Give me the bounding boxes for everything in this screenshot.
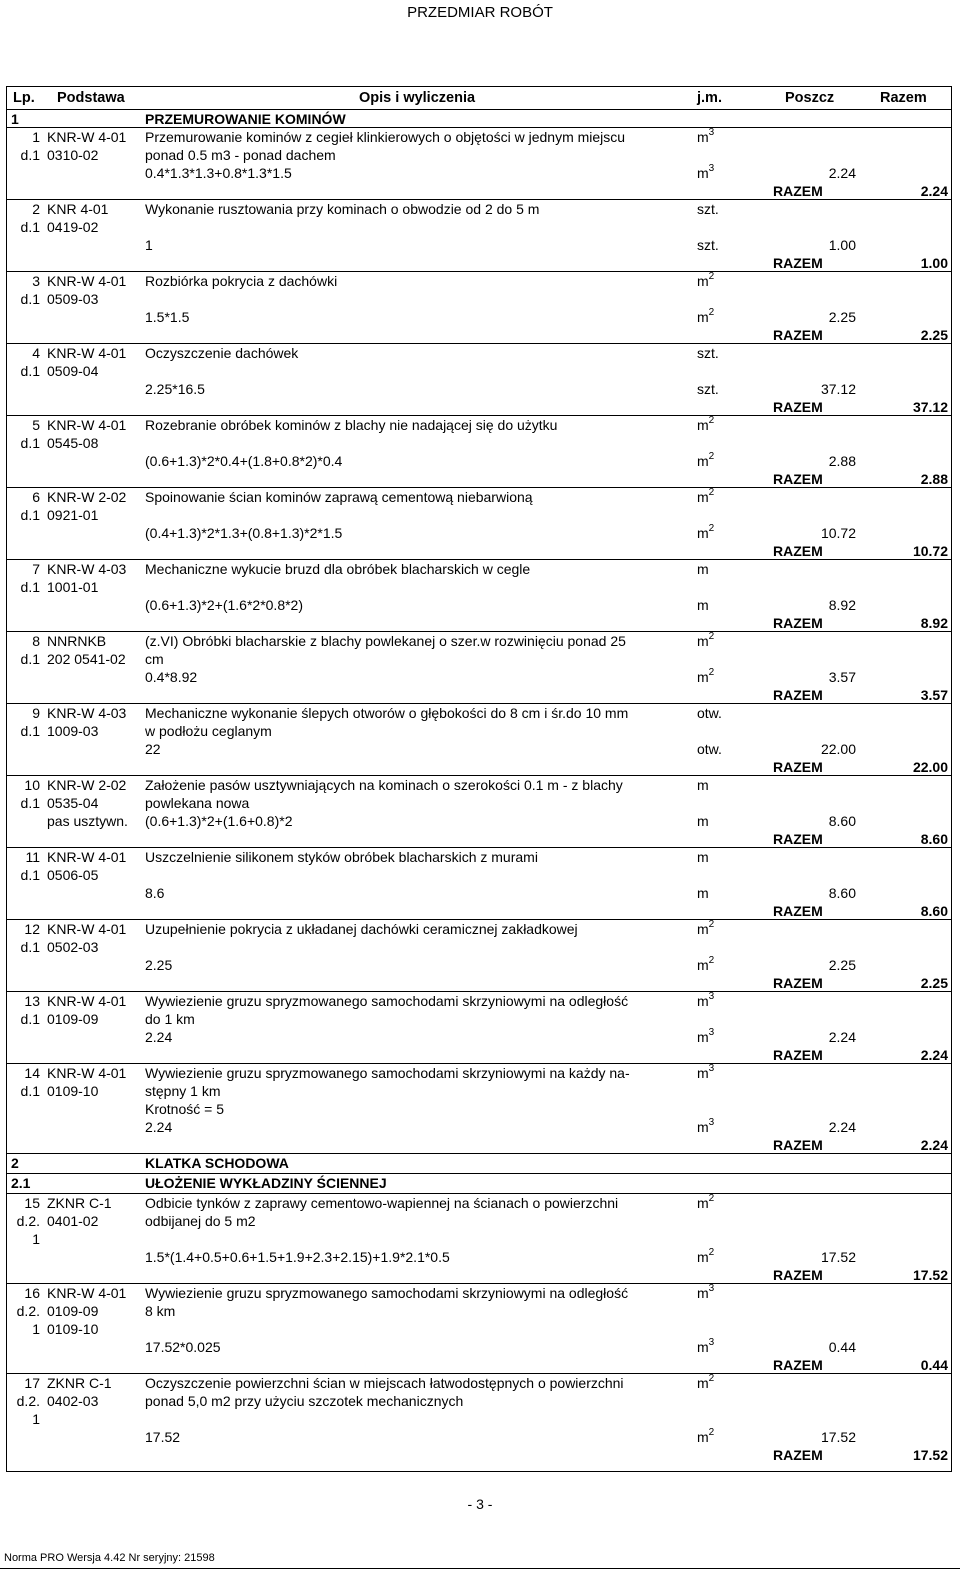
item-number: d.2.: [16, 1393, 40, 1409]
item-calculation: 22: [145, 741, 161, 757]
item-basis: KNR-W 4-01: [47, 273, 127, 289]
razem-label: RAZEM: [773, 255, 823, 271]
item-basis: KNR-W 4-01: [47, 345, 127, 361]
item-total: 8.60: [920, 903, 948, 919]
item-description: powlekana nowa: [145, 795, 250, 811]
item-unit: szt.: [697, 201, 719, 217]
item-description: do 1 km: [145, 1011, 195, 1027]
table-row: [7, 200, 951, 272]
item-quantity: 8.60: [828, 813, 856, 829]
item-description: stępny 1 km: [145, 1083, 221, 1099]
calc-unit: $m^3$: [697, 163, 715, 181]
item-basis: KNR-W 4-01: [47, 993, 127, 1009]
item-basis: KNR-W 4-03: [47, 561, 127, 577]
item-basis: 0535-04: [47, 795, 99, 811]
item-description: Oczyszczenie dachówek: [145, 345, 299, 361]
item-description: Wywiezienie gruzu spryzmowanego samochodami skrzyniowymi na odległość: [145, 1285, 629, 1301]
item-description: Wywiezienie gruzu spryzmowanego samochodami skrzyniowymi na każdy na-: [145, 1065, 630, 1081]
calc-unit: $m^2$: [697, 955, 715, 973]
item-basis: KNR-W 4-01: [47, 1065, 127, 1081]
item-total: 17.52: [912, 1447, 948, 1463]
razem-label: RAZEM: [773, 543, 823, 559]
item-description: Wykonanie rusztowania przy kominach o obwodzie od 2 do 5 m: [145, 201, 540, 217]
item-unit: m: [697, 777, 709, 793]
item-description: Spoinowanie ścian kominów zaprawą cementową niebarwioną: [145, 489, 533, 505]
razem-label: RAZEM: [773, 1447, 823, 1463]
item-basis: 0502-03: [47, 939, 99, 955]
item-number: 16: [24, 1285, 40, 1301]
calc-unit: szt.: [697, 237, 719, 253]
razem-label: RAZEM: [773, 1357, 823, 1373]
razem-label: RAZEM: [773, 615, 823, 631]
item-total: 2.25: [920, 975, 948, 991]
item-calculation: 17.52*0.025: [145, 1339, 221, 1355]
table-row: [7, 1374, 951, 1464]
item-calculation: 2.25*16.5: [145, 381, 205, 397]
item-quantity: 17.52: [820, 1429, 856, 1445]
item-quantity: 22.00: [820, 741, 856, 757]
item-calculation: 2.24: [145, 1029, 173, 1045]
item-calculation: 17.52: [145, 1429, 181, 1445]
item-basis: 1009-03: [47, 723, 99, 739]
item-quantity: 1.00: [828, 237, 856, 253]
item-total: 1.00: [920, 255, 948, 271]
table-row: [7, 344, 951, 416]
item-basis: 1001-01: [47, 579, 99, 595]
item-description: Mechaniczne wykucie bruzd dla obróbek blacharskich w cegle: [145, 561, 531, 577]
item-number: d.1: [20, 291, 40, 307]
page-title: PRZEDMIAR ROBÓT: [407, 4, 553, 21]
item-quantity: 2.25: [828, 309, 856, 325]
item-number: 17: [24, 1375, 40, 1391]
calc-unit: $m^3$: [697, 1027, 715, 1045]
item-calculation: 1.5*(1.4+0.5+0.6+1.5+1.9+2.3+2.15)+1.9*2.1*0.5: [145, 1249, 450, 1265]
item-number: 6: [32, 489, 40, 505]
calc-unit: otw.: [697, 741, 722, 757]
section-number: 2: [11, 1155, 19, 1171]
item-calculation: (0.4+1.3)*2*1.3+(0.8+1.3)*2*1.5: [145, 525, 343, 541]
col-lp-header: Lp.: [13, 90, 35, 106]
item-basis: KNR-W 4-01: [47, 921, 127, 937]
item-description: Uzupełnienie pokrycia z układanej dachówki ceramicznej zakładkowej: [145, 921, 578, 937]
item-basis: 0109-09: [47, 1303, 99, 1319]
item-total: 2.25: [920, 327, 948, 343]
item-number: 11: [25, 849, 40, 865]
calc-unit: $m^2$: [697, 1247, 715, 1265]
item-number: d.1: [20, 1083, 40, 1099]
item-total: 8.92: [920, 615, 948, 631]
item-calculation: 2.24: [145, 1119, 173, 1135]
item-basis: KNR-W 4-01: [47, 417, 127, 433]
item-unit: $m^2$: [697, 415, 715, 433]
calc-unit: m: [697, 885, 709, 901]
table-row: [7, 560, 951, 632]
section-row: [7, 110, 951, 128]
item-unit: $m^2$: [697, 1373, 715, 1391]
calc-unit: $m^2$: [697, 307, 715, 325]
item-number: 1: [32, 1231, 40, 1247]
item-calculation: (0.6+1.3)*2+(1.6*2*0.8*2): [145, 597, 303, 613]
table-row: [7, 704, 951, 776]
item-number: d.1: [20, 579, 40, 595]
item-number: 2: [32, 201, 40, 217]
item-number: 1: [32, 129, 40, 145]
item-quantity: 8.60: [828, 885, 856, 901]
item-basis: 0509-03: [47, 291, 99, 307]
col-total-header: Razem: [880, 90, 927, 106]
razem-label: RAZEM: [773, 183, 823, 199]
item-calculation: 0.4*8.92: [145, 669, 198, 685]
table-row: [7, 776, 951, 848]
item-unit: $m^3$: [697, 1063, 715, 1081]
item-basis: 0921-01: [47, 507, 99, 523]
item-basis: KNR-W 4-03: [47, 705, 127, 721]
item-basis: KNR-W 4-01: [47, 849, 127, 865]
razem-label: RAZEM: [773, 327, 823, 343]
razem-label: RAZEM: [773, 1137, 823, 1153]
item-basis: KNR 4-01: [47, 201, 109, 217]
razem-label: RAZEM: [773, 687, 823, 703]
item-description: ponad 5,0 m2 przy użyciu szczotek mechanicznych: [145, 1393, 464, 1409]
calc-unit: $m^2$: [697, 667, 715, 685]
item-number: 7: [32, 561, 40, 577]
section-title: KLATKA SCHODOWA: [145, 1155, 289, 1171]
item-number: d.1: [20, 795, 40, 811]
item-calculation: (0.6+1.3)*2*0.4+(1.8+0.8*2)*0.4: [145, 453, 343, 469]
software-footer: Norma PRO Wersja 4.42 Nr seryjny: 21598: [4, 1552, 215, 1564]
col-unit-header: j.m.: [697, 90, 722, 106]
table-row: [7, 992, 951, 1064]
item-unit: szt.: [697, 345, 719, 361]
item-description: Wywiezienie gruzu spryzmowanego samochodami skrzyniowymi na odległość: [145, 993, 629, 1009]
item-total: 8.60: [920, 831, 948, 847]
item-description: Uszczelnienie silikonem styków obróbek blacharskich z murami: [145, 849, 538, 865]
item-number: 8: [32, 633, 40, 649]
item-number: 13: [24, 993, 40, 1009]
item-basis: ZKNR C-1: [47, 1195, 112, 1211]
item-basis: 0402-03: [47, 1393, 99, 1409]
item-unit: $m^3$: [697, 991, 715, 1009]
item-unit: $m^2$: [697, 271, 715, 289]
section-number: 1: [11, 111, 19, 127]
calc-unit: m: [697, 813, 709, 829]
item-description: w podłożu ceglanym: [145, 723, 272, 739]
section-title: PRZEMUROWANIE KOMINÓW: [145, 111, 346, 127]
item-quantity: 8.92: [828, 597, 856, 613]
table-row: [7, 272, 951, 344]
razem-label: RAZEM: [773, 1047, 823, 1063]
item-number: 5: [32, 417, 40, 433]
item-number: 10: [24, 777, 40, 793]
item-quantity: 37.12: [820, 381, 856, 397]
item-basis: ZKNR C-1: [47, 1375, 112, 1391]
item-total: 3.57: [920, 687, 948, 703]
item-total: 2.24: [920, 1137, 948, 1153]
table-row: [7, 488, 951, 560]
calc-unit: szt.: [697, 381, 719, 397]
item-basis: 0310-02: [47, 147, 99, 163]
calc-unit: $m^3$: [697, 1337, 715, 1355]
item-quantity: 2.24: [828, 1029, 856, 1045]
table-row: [7, 1194, 951, 1284]
col-desc-header: Opis i wyliczenia: [359, 90, 476, 106]
footer-divider: [0, 1568, 960, 1569]
item-unit: $m^2$: [697, 487, 715, 505]
item-unit: $m^2$: [697, 1193, 715, 1211]
item-basis: 0509-04: [47, 363, 99, 379]
table-row: [7, 848, 951, 920]
item-total: 22.00: [912, 759, 948, 775]
item-basis: KNR-W 2-02: [47, 777, 127, 793]
item-number: d.1: [20, 507, 40, 523]
item-quantity: 3.57: [828, 669, 856, 685]
section-number: 2.1: [11, 1175, 31, 1191]
item-unit: otw.: [697, 705, 722, 721]
item-total: 2.24: [920, 183, 948, 199]
item-description: Odbicie tynków z zaprawy cementowo-wapiennej na ścianach o powierzchni: [145, 1195, 619, 1211]
razem-label: RAZEM: [773, 903, 823, 919]
item-total: 2.24: [920, 1047, 948, 1063]
table-row: [7, 128, 951, 200]
razem-label: RAZEM: [773, 759, 823, 775]
item-quantity: 10.72: [820, 525, 856, 541]
item-number: 15: [24, 1195, 40, 1211]
table-row: [7, 416, 951, 488]
item-number: d.2.: [16, 1213, 40, 1229]
item-total: 37.12: [912, 399, 948, 415]
razem-label: RAZEM: [773, 399, 823, 415]
item-unit: m: [697, 561, 709, 577]
item-number: d.2.: [16, 1303, 40, 1319]
section-row: [7, 1154, 951, 1174]
razem-label: RAZEM: [773, 975, 823, 991]
col-qty-header: Poszcz: [785, 90, 835, 106]
item-calculation: 8.6: [145, 885, 165, 901]
item-basis: 0109-10: [47, 1321, 99, 1337]
item-total: 17.52: [912, 1267, 948, 1283]
item-unit: $m^3$: [697, 127, 715, 145]
calc-unit: $m^2$: [697, 523, 715, 541]
section-row: [7, 1174, 951, 1194]
item-number: d.1: [20, 867, 40, 883]
item-number: d.1: [20, 939, 40, 955]
razem-label: RAZEM: [773, 831, 823, 847]
item-basis: 0109-09: [47, 1011, 99, 1027]
item-number: d.1: [20, 651, 40, 667]
item-unit: $m^2$: [697, 919, 715, 937]
item-description: Rozbiórka pokrycia z dachówki: [145, 273, 338, 289]
item-description: 8 km: [145, 1303, 176, 1319]
item-basis: 0545-08: [47, 435, 99, 451]
item-basis: 0506-05: [47, 867, 99, 883]
table-row: [7, 632, 951, 704]
item-description: Rozebranie obróbek kominów z blachy nie nadającej się do użytku: [145, 417, 558, 433]
table-body: [7, 110, 951, 1464]
item-description: Mechaniczne wykonanie ślepych otworów o głębokości do 8 cm i śr.do 10 mm: [145, 705, 629, 721]
item-description: Przemurowanie kominów z cegieł klinkierowych o objętości w jednym miejscu: [145, 129, 626, 145]
item-calculation: 1: [145, 237, 153, 253]
item-unit: $m^3$: [697, 1283, 715, 1301]
item-total: 10.72: [912, 543, 948, 559]
item-quantity: 2.24: [828, 165, 856, 181]
item-unit: m: [697, 849, 709, 865]
item-number: d.1: [20, 1011, 40, 1027]
razem-label: RAZEM: [773, 1267, 823, 1283]
item-quantity: 2.25: [828, 957, 856, 973]
item-description: ponad 0.5 m3 - ponad dachem: [145, 147, 336, 163]
item-number: d.1: [20, 435, 40, 451]
item-calculation: 2.25: [145, 957, 173, 973]
item-quantity: 17.52: [820, 1249, 856, 1265]
item-basis: KNR-W 2-02: [47, 489, 127, 505]
col-basis-header: Podstawa: [57, 90, 125, 106]
item-number: d.1: [20, 219, 40, 235]
item-description: odbijanej do 5 m2: [145, 1213, 256, 1229]
item-description: cm: [145, 651, 164, 667]
table-row: [7, 1284, 951, 1374]
item-description: Oczyszczenie powierzchni ścian w miejscach łatwodostępnych o powierzchni: [145, 1375, 624, 1391]
item-basis: 0109-10: [47, 1083, 99, 1099]
item-number: d.1: [20, 147, 40, 163]
table-row: [7, 1064, 951, 1154]
razem-label: RAZEM: [773, 471, 823, 487]
calc-unit: m: [697, 597, 709, 613]
calc-unit: $m^3$: [697, 1117, 715, 1135]
item-description: (z.VI) Obróbki blacharskie z blachy powlekanej o szer.w rozwinięciu ponad 25: [145, 633, 626, 649]
item-total: 0.44: [920, 1357, 948, 1373]
item-number: d.1: [20, 363, 40, 379]
item-quantity: 0.44: [828, 1339, 856, 1355]
table-row: [7, 920, 951, 992]
item-calculation: 0.4*1.3*1.3+0.8*1.3*1.5: [145, 165, 292, 181]
item-basis: KNR-W 4-01: [47, 129, 127, 145]
calc-unit: $m^2$: [697, 1427, 715, 1445]
item-unit: $m^2$: [697, 631, 715, 649]
item-basis: 0401-02: [47, 1213, 99, 1229]
item-number: 1: [32, 1321, 40, 1337]
item-description: Założenie pasów usztywniających na kominach o szerokości 0.1 m - z blachy: [145, 777, 623, 793]
item-basis: 202 0541-02: [47, 651, 126, 667]
item-basis: 0419-02: [47, 219, 99, 235]
item-basis: KNR-W 4-01: [47, 1285, 127, 1301]
table-header: [7, 87, 951, 110]
item-number: d.1: [20, 723, 40, 739]
item-quantity: 2.24: [828, 1119, 856, 1135]
cost-estimate-table: [6, 86, 952, 1472]
item-calculation: (0.6+1.3)*2+(1.6+0.8)*2: [145, 813, 293, 829]
item-quantity: 2.88: [828, 453, 856, 469]
item-total: 2.88: [920, 471, 948, 487]
item-number: 9: [32, 705, 40, 721]
item-description: Krotność = 5: [145, 1101, 224, 1117]
item-basis: pas usztywn.: [47, 813, 128, 829]
item-number: 1: [32, 1411, 40, 1427]
item-number: 4: [32, 345, 40, 361]
page-number: - 3 -: [467, 1496, 493, 1512]
item-number: 14: [24, 1065, 40, 1081]
item-number: 12: [24, 921, 40, 937]
section-title: UŁOŻENIE WYKŁADZINY ŚCIENNEJ: [145, 1175, 387, 1191]
calc-unit: $m^2$: [697, 451, 715, 469]
item-number: 3: [32, 273, 40, 289]
item-basis: NNRNKB: [47, 633, 107, 649]
item-calculation: 1.5*1.5: [145, 309, 190, 325]
